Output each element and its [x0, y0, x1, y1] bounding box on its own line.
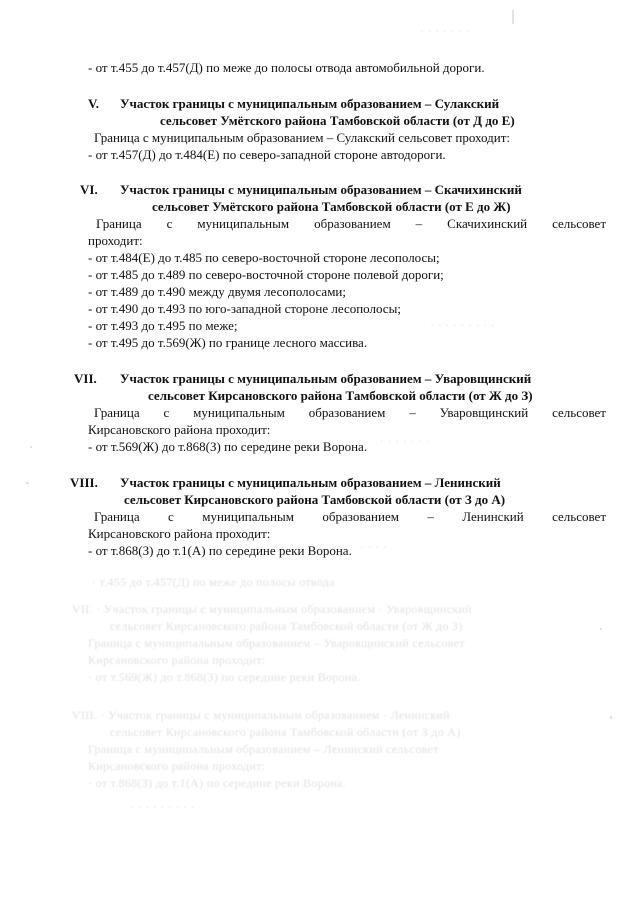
list-item: - от т.493 до т.495 по меже; [88, 318, 238, 333]
bleed-through-text: · · · · · · · [420, 24, 470, 38]
section-title: сельсовет Кирсановского района Тамбовской области (от Ж до З) [148, 388, 533, 403]
section-intro: Граница с муниципальным образованием – Ленинский сельсовет [94, 509, 606, 524]
bleed-through-text: · от т.569(Ж) до т.868(З) по середине реки Ворона. [88, 670, 361, 684]
scan-artifact [512, 10, 514, 24]
section-intro: Кирсановского района проходит: [88, 526, 271, 541]
bleed-through-text: VIII. · Участок границы с муниципальным образованием · Ленинский [72, 708, 450, 722]
section-title: Участок границы с муниципальным образованием – Ленинский [120, 475, 501, 490]
section-intro: Кирсановского района проходит: [88, 422, 271, 437]
bleed-through-text: VII. · Участок границы с муниципальным образованием · Уваровщинский [72, 602, 472, 616]
bleed-through-text: · · · · · · · [380, 434, 430, 448]
section-title: сельсовет Кирсановского района Тамбовской области (от З до А) [124, 492, 506, 507]
section-title: Участок границы с муниципальным образованием – Сулакский [120, 96, 500, 111]
section-intro: Граница с муниципальным образованием – Сулакский сельсовет проходит: [94, 130, 510, 145]
bleed-through-text: сельсовет Кирсановского района Тамбовской области (от Ж до З) [110, 619, 463, 633]
list-item: - от т.485 до т.489 по северо-восточной стороне полевой дороги; [88, 267, 444, 282]
bleed-through-text: · · · · · · · · · [130, 800, 196, 814]
bleed-through-text: Граница с муниципальным образованием – Уваровщинский сельсовет [88, 636, 465, 650]
bleed-through-text: · · · · · · · · · [430, 318, 496, 332]
list-item: - от т.489 до т.490 между двумя лесополосами; [88, 284, 346, 299]
section-number: VI. [80, 182, 98, 197]
section-title: сельсовет Умётского района Тамбовской области (от Е до Ж) [152, 199, 511, 214]
section-intro: Граница с муниципальным образованием – Уваровщинский сельсовет [94, 405, 606, 420]
scan-artifact [600, 628, 602, 630]
section-title: Участок границы с муниципальным образованием – Уваровщинский [120, 371, 532, 386]
bleed-through-text: · т.455 до т.457(Д) по меже до полосы отвода [92, 575, 335, 589]
bleed-through-text: Кирсановского района проходит: [88, 653, 266, 667]
section-title: сельсовет Умётского района Тамбовской области (от Д до Е) [160, 113, 515, 128]
section-number: VIII. [70, 475, 98, 490]
section-intro: проходит: [88, 233, 143, 248]
section-number: VII. [74, 371, 97, 386]
list-item: - от т.868(З) до т.1(А) по середине реки Ворона. [88, 543, 352, 558]
list-item: - от т.569(Ж) до т.868(З) по середине реки Ворона. [88, 439, 368, 454]
bleed-through-text: · · · · [360, 540, 388, 554]
bleed-through-text: · от т.868(З) до т.1(А) по середине реки Ворона. [88, 776, 346, 790]
section-number: V. [88, 96, 99, 111]
list-item: - от т.455 до т.457(Д) по меже до полосы отвода автомобильной дороги. [88, 60, 485, 75]
scan-artifact [610, 716, 612, 719]
bleed-through-text: Граница с муниципальным образованием – Ленинский сельсовет [88, 742, 439, 756]
section-title: Участок границы с муниципальным образованием – Скачихинский [120, 182, 522, 197]
list-item: - от т.484(Е) до т.485 по северо-восточной стороне лесополосы; [88, 250, 440, 265]
section-intro: Граница с муниципальным образованием – Скачихинский сельсовет [96, 216, 606, 231]
scan-artifact [26, 482, 29, 484]
list-item: - от т.490 до т.493 по юго-западной стороне лесополосы; [88, 301, 401, 316]
bleed-through-text: сельсовет Кирсановского района Тамбовской области (от З до А) [110, 725, 461, 739]
list-item: - от т.457(Д) до т.484(Е) по северо-западной стороне автодороги. [88, 147, 446, 162]
scan-artifact [30, 446, 32, 448]
list-item: - от т.495 до т.569(Ж) по границе лесного массива. [88, 335, 368, 350]
bleed-through-text: Кирсановского района проходит: [88, 759, 266, 773]
